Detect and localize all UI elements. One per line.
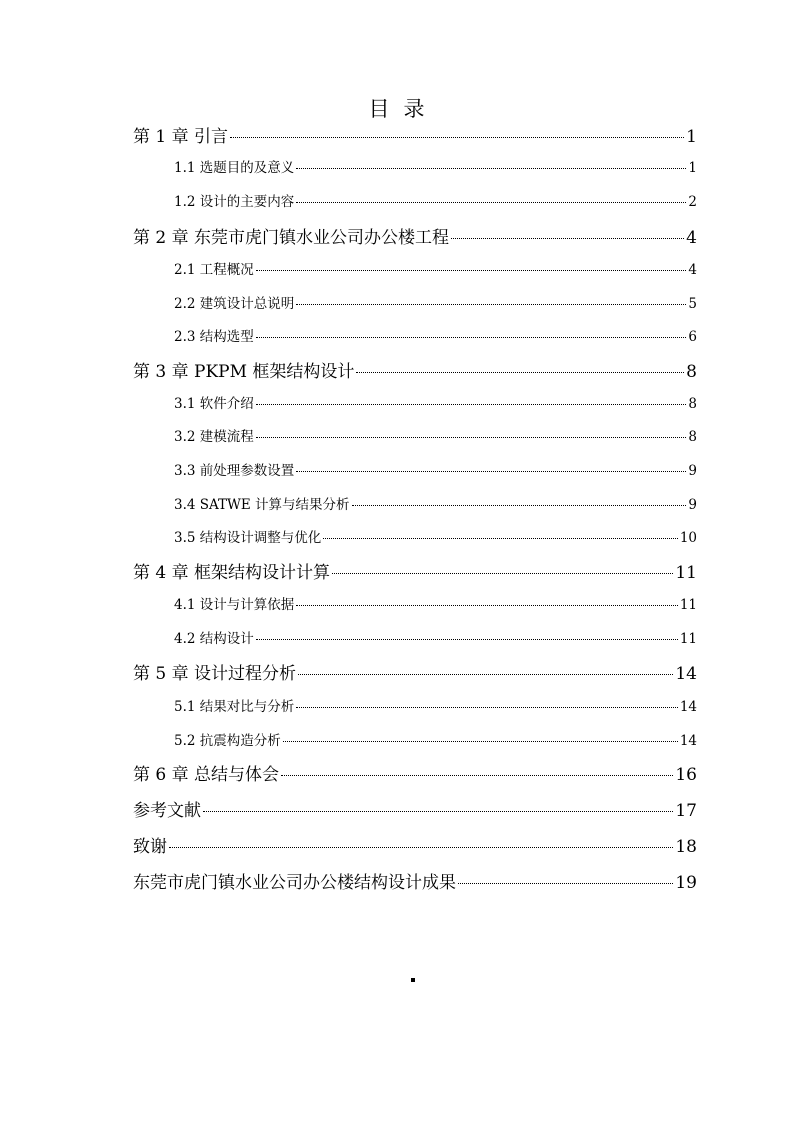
toc-dot-leader bbox=[296, 605, 678, 606]
toc-section-entry[interactable] bbox=[174, 594, 697, 616]
toc-dot-leader bbox=[256, 404, 687, 405]
toc-entry-label: 第 1 章 引言 bbox=[133, 127, 229, 147]
toc-page-number: 1 bbox=[688, 160, 697, 176]
toc-entry-label: 2.1 工程概况 bbox=[174, 262, 254, 278]
toc-page-number: 14 bbox=[679, 699, 697, 715]
toc-dot-leader bbox=[356, 372, 684, 373]
toc-page-number: 18 bbox=[675, 837, 697, 857]
toc-dot-leader bbox=[203, 811, 673, 812]
toc-page-number: 9 bbox=[688, 497, 697, 513]
toc-dot-leader bbox=[283, 741, 678, 742]
toc-dot-leader bbox=[296, 304, 686, 305]
toc-page-number: 11 bbox=[679, 631, 697, 647]
toc-section-entry[interactable] bbox=[174, 628, 697, 650]
toc-dot-leader bbox=[169, 847, 673, 848]
toc-dot-leader bbox=[296, 202, 686, 203]
toc-entry-label: 第 4 章 框架结构设计计算 bbox=[133, 563, 331, 583]
toc-section-entry[interactable] bbox=[174, 460, 697, 482]
toc-page-number: 8 bbox=[688, 429, 697, 445]
toc-dot-leader bbox=[352, 505, 687, 506]
toc-entry-label: 3.1 软件介绍 bbox=[174, 396, 254, 412]
toc-page-number: 11 bbox=[675, 563, 697, 583]
toc-entry-label: 2.2 建筑设计总说明 bbox=[174, 296, 295, 312]
toc-section-entry[interactable] bbox=[174, 494, 697, 516]
toc-dot-leader bbox=[256, 437, 687, 438]
toc-dot-leader bbox=[296, 707, 678, 708]
toc-chapter-entry[interactable] bbox=[133, 798, 697, 824]
toc-section-entry[interactable] bbox=[174, 527, 697, 549]
toc-dot-leader bbox=[256, 270, 687, 271]
toc-section-entry[interactable] bbox=[174, 293, 697, 315]
toc-page-number: 4 bbox=[686, 228, 697, 248]
toc-entry-label: 1.2 设计的主要内容 bbox=[174, 194, 295, 210]
toc-entry-label: 第 3 章 PKPM 框架结构设计 bbox=[133, 362, 355, 382]
toc-dot-leader bbox=[256, 639, 678, 640]
toc-page-number: 2 bbox=[688, 194, 697, 210]
toc-entry-label: 2.3 结构选型 bbox=[174, 329, 254, 345]
toc-dot-leader bbox=[296, 471, 686, 472]
toc-entry-label: 5.1 结果对比与分析 bbox=[174, 699, 295, 715]
toc-section-entry[interactable] bbox=[174, 393, 697, 415]
toc-chapter-entry[interactable] bbox=[133, 225, 697, 251]
toc-entry-label: 参考文献 bbox=[133, 801, 201, 821]
toc-entry-label: 3.5 结构设计调整与优化 bbox=[174, 530, 322, 546]
toc-chapter-entry[interactable] bbox=[133, 359, 697, 385]
toc-chapter-entry[interactable] bbox=[133, 762, 697, 788]
toc-entry-label: 3.4 SATWE 计算与结果分析 bbox=[174, 497, 350, 513]
toc-dot-leader bbox=[298, 674, 673, 675]
toc-chapter-entry[interactable] bbox=[133, 124, 697, 150]
toc-section-entry[interactable] bbox=[174, 259, 697, 281]
toc-entry-label: 1.1 选题目的及意义 bbox=[174, 160, 295, 176]
toc-page-number: 8 bbox=[686, 362, 697, 382]
toc-page-number: 6 bbox=[688, 329, 697, 345]
toc-chapter-entry[interactable] bbox=[133, 661, 697, 687]
toc-section-entry[interactable] bbox=[174, 426, 697, 448]
toc-dot-leader bbox=[296, 168, 686, 169]
toc-page-number: 19 bbox=[675, 873, 697, 893]
toc-entry-label: 4.2 结构设计 bbox=[174, 631, 254, 647]
toc-chapter-entry[interactable] bbox=[133, 560, 697, 586]
toc-entry-label: 东莞市虎门镇水业公司办公楼结构设计成果 bbox=[133, 873, 456, 893]
toc-page-number: 14 bbox=[679, 733, 697, 749]
toc-entry-label: 致谢 bbox=[133, 837, 167, 857]
toc-page-number: 8 bbox=[688, 396, 697, 412]
toc-page-number: 11 bbox=[679, 597, 697, 613]
toc-entry-label: 3.3 前处理参数设置 bbox=[174, 463, 295, 479]
toc-page-number: 4 bbox=[688, 262, 697, 278]
toc-dot-leader bbox=[256, 337, 687, 338]
toc-page-number: 1 bbox=[686, 127, 697, 147]
toc-section-entry[interactable] bbox=[174, 696, 697, 718]
toc-dot-leader bbox=[323, 538, 678, 539]
page-footer-mark bbox=[411, 978, 415, 982]
toc-section-entry[interactable] bbox=[174, 730, 697, 752]
toc-entry-label: 4.1 设计与计算依据 bbox=[174, 597, 295, 613]
toc-entry-label: 第 6 章 总结与体会 bbox=[133, 765, 280, 785]
toc-page-number: 9 bbox=[688, 463, 697, 479]
toc-page-number: 5 bbox=[688, 296, 697, 312]
toc-page-number: 16 bbox=[675, 765, 697, 785]
toc-dot-leader bbox=[451, 238, 684, 239]
toc-entry-label: 第 5 章 设计过程分析 bbox=[133, 664, 297, 684]
toc-entry-label: 第 2 章 东莞市虎门镇水业公司办公楼工程 bbox=[133, 228, 450, 248]
toc-dot-leader bbox=[281, 775, 673, 776]
toc-page-number: 10 bbox=[679, 530, 697, 546]
toc-page-number: 14 bbox=[675, 664, 697, 684]
toc-section-entry[interactable] bbox=[174, 191, 697, 213]
toc-chapter-entry[interactable] bbox=[133, 834, 697, 860]
toc-page-number: 17 bbox=[675, 801, 697, 821]
toc-section-entry[interactable] bbox=[174, 157, 697, 179]
toc-dot-leader bbox=[332, 573, 673, 574]
toc-title: 目录 bbox=[368, 97, 439, 121]
toc-entry-label: 3.2 建模流程 bbox=[174, 429, 254, 445]
toc-dot-leader bbox=[230, 137, 684, 138]
toc-chapter-entry[interactable] bbox=[133, 870, 697, 896]
toc-section-entry[interactable] bbox=[174, 326, 697, 348]
toc-entry-label: 5.2 抗震构造分析 bbox=[174, 733, 281, 749]
toc-dot-leader bbox=[458, 883, 673, 884]
